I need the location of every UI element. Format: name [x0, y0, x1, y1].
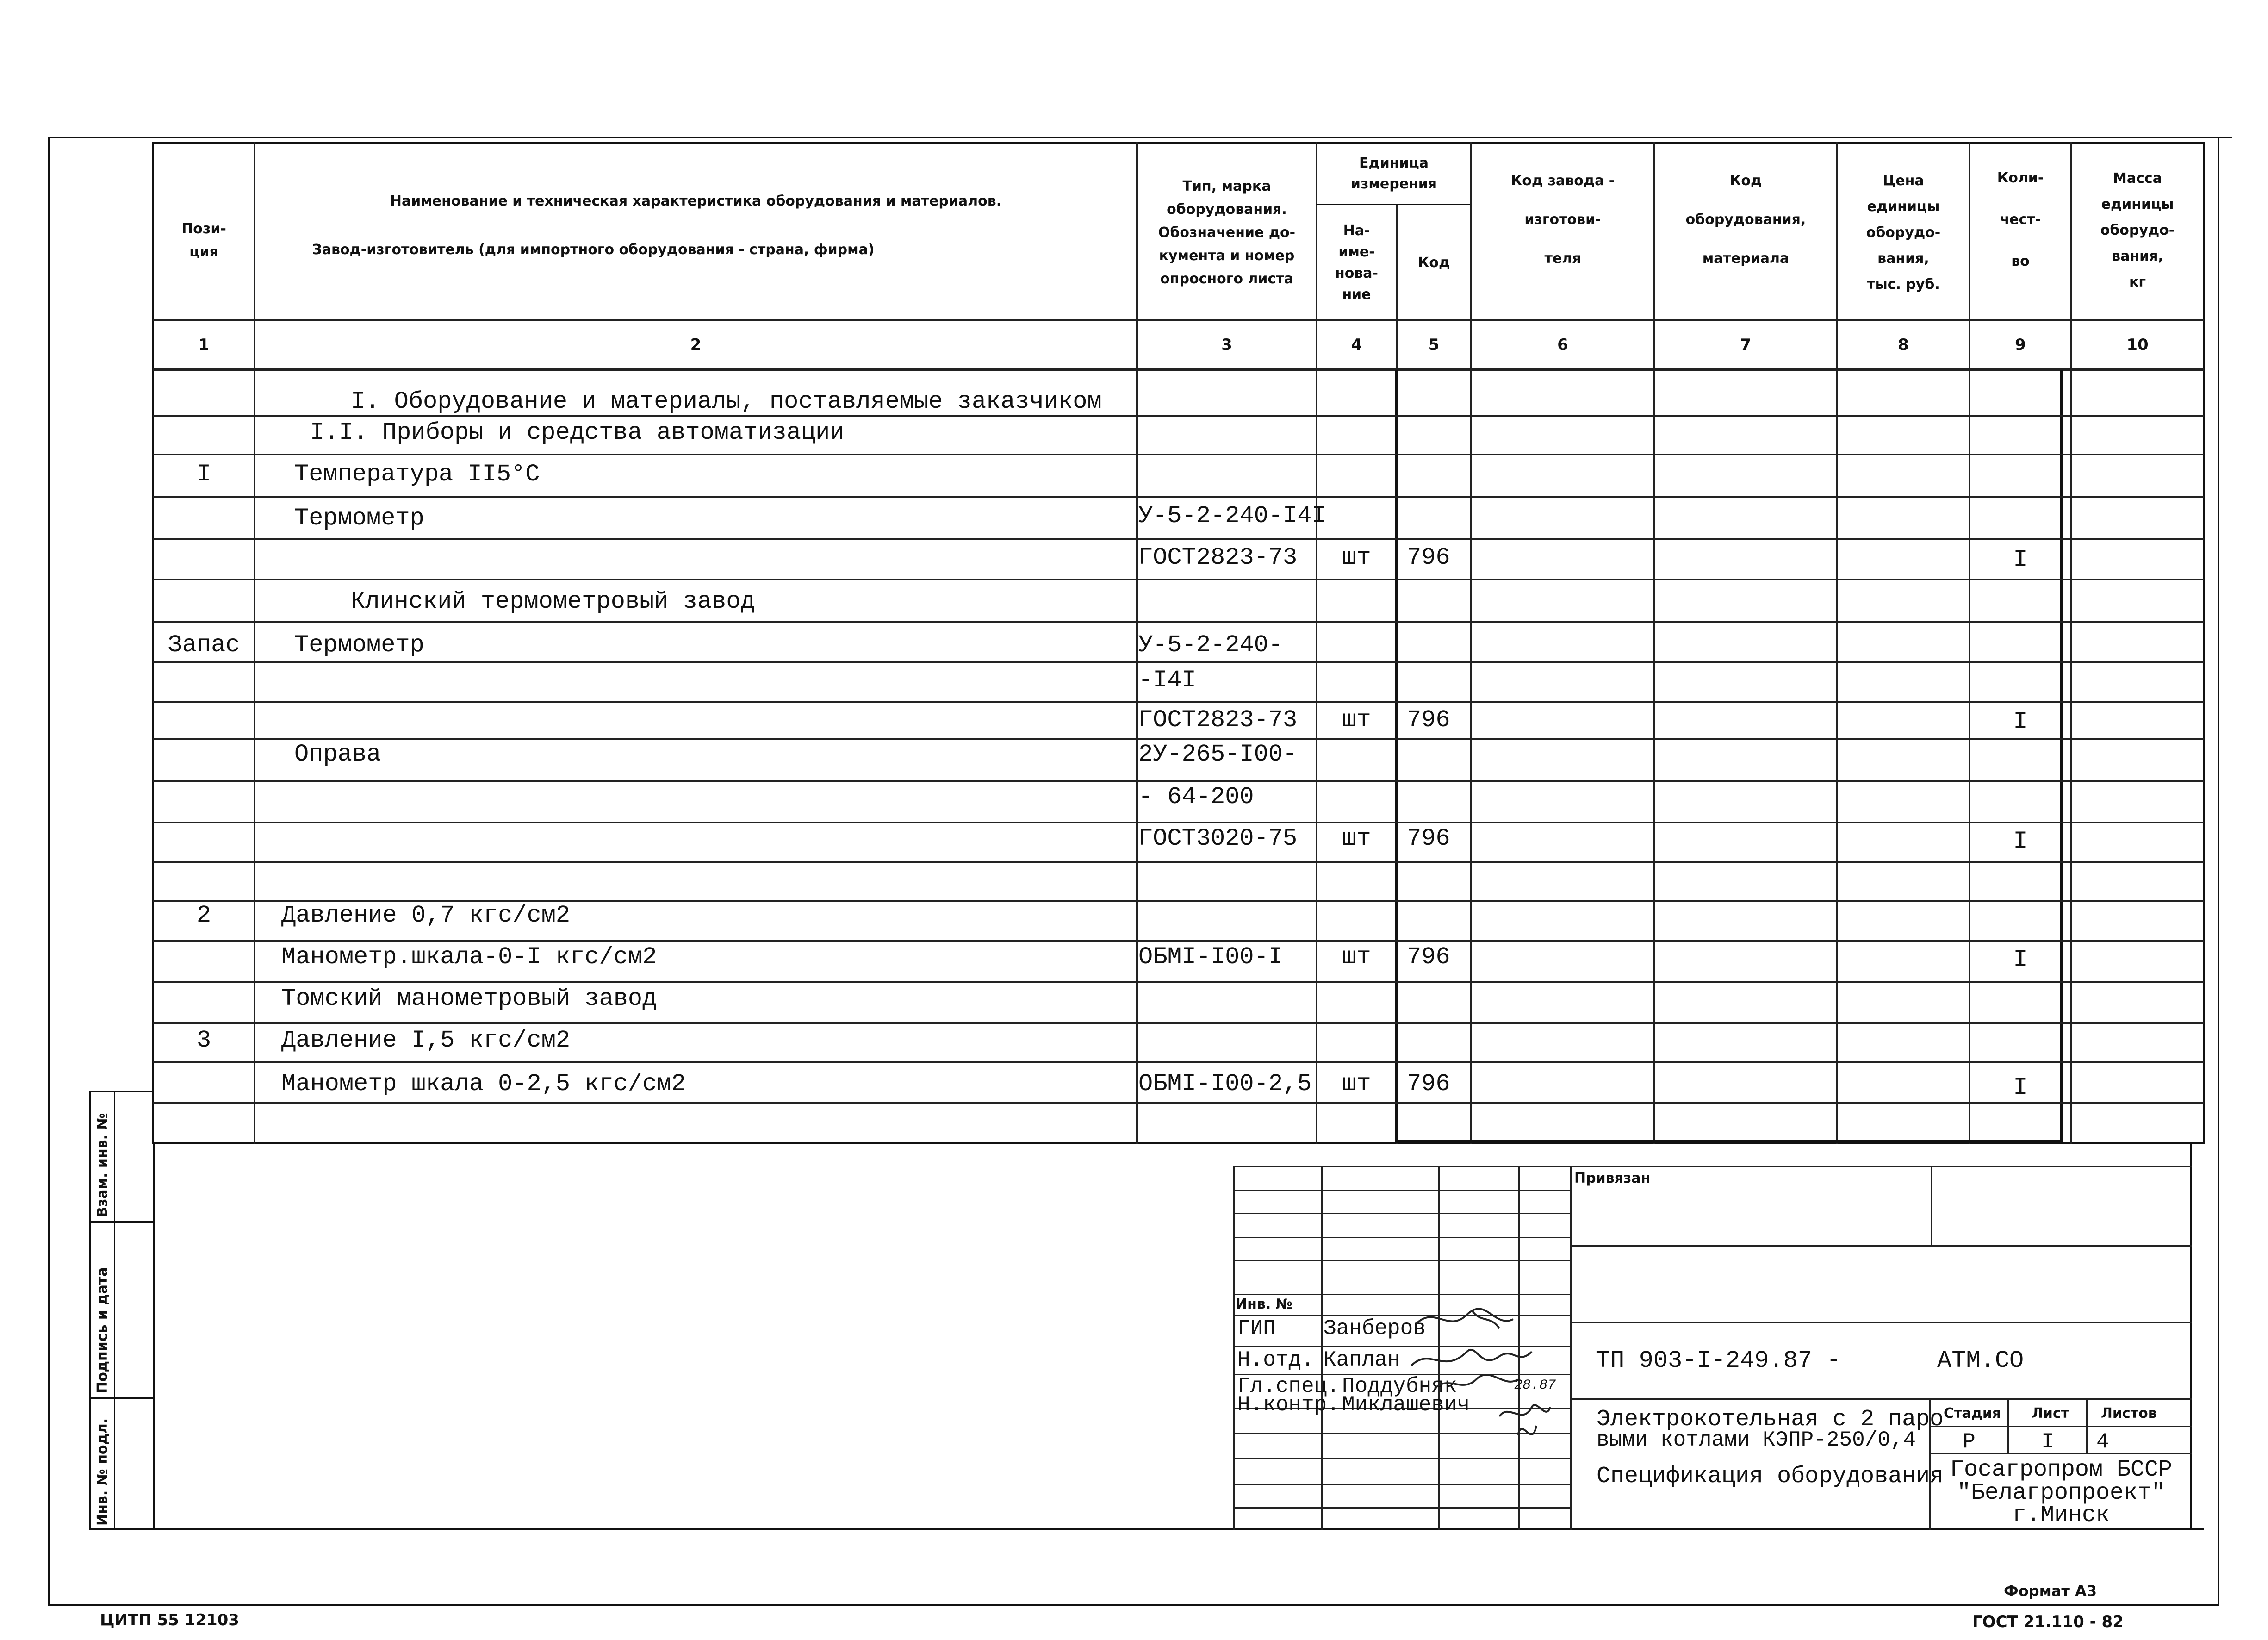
- row-quantity: I: [2013, 1074, 2028, 1101]
- role-n-kontr: Н.контр.: [1237, 1393, 1340, 1417]
- role-gip: ГИП: [1237, 1316, 1276, 1341]
- role-n-otd: Н.отд.: [1237, 1348, 1314, 1372]
- sheet-label: Лист: [2032, 1405, 2069, 1422]
- row-name: I.I. Приборы и средства автоматизации: [310, 419, 845, 446]
- side-label-podpis: Подпись и дата: [94, 1267, 111, 1393]
- side-label-inv-podl: Инв. № подл.: [94, 1418, 111, 1526]
- org-line-1: Госагропром БССР: [1950, 1457, 2173, 1483]
- col-number-5: 5: [1428, 336, 1440, 354]
- sheet-value: I: [2041, 1430, 2054, 1454]
- footer-format: Формат А3: [2004, 1582, 2097, 1600]
- col-number-4: 4: [1351, 336, 1362, 354]
- col-number-6: 6: [1557, 336, 1568, 354]
- row-unit-code: 796: [1407, 943, 1450, 971]
- row-type: -I4I: [1138, 667, 1196, 694]
- row-name: Манометр.шкала-0-I кгс/см2: [281, 943, 657, 971]
- header-unit: Единица измерения: [1350, 155, 1437, 192]
- document-code: ТП 903-I-249.87 -: [1596, 1347, 1841, 1374]
- row-name: Термометр: [294, 631, 424, 659]
- row-unit: шт: [1342, 825, 1371, 852]
- header-unit-name: На- име- нова- ние: [1335, 222, 1379, 303]
- org-line-3: г.Минск: [2012, 1502, 2110, 1528]
- col-number-9: 9: [2015, 336, 2026, 354]
- privyazan-label: Привязан: [1574, 1170, 1651, 1186]
- row-name: Давление I,5 кгс/см2: [281, 1027, 571, 1054]
- row-quantity: I: [2013, 946, 2028, 973]
- row-unit: шт: [1342, 1070, 1371, 1097]
- row-position: 3: [196, 1027, 211, 1054]
- document-suffix: АТМ.СО: [1937, 1347, 2024, 1374]
- row-quantity: I: [2013, 828, 2028, 855]
- row-name: Манометр шкала 0-2,5 кгс/см2: [281, 1070, 686, 1097]
- row-unit-code: 796: [1407, 706, 1450, 734]
- row-unit: шт: [1342, 943, 1371, 971]
- row-unit: шт: [1342, 706, 1371, 734]
- header-quantity: Коли- чест- во: [1997, 170, 2044, 269]
- role-gl-spec: Гл.спец.: [1237, 1374, 1340, 1398]
- row-type: У-5-2-240-: [1138, 631, 1283, 659]
- sheets-value: 4: [2096, 1430, 2109, 1454]
- row-type: 2У-265-I00-: [1138, 741, 1298, 768]
- col-number-1: 1: [198, 336, 210, 354]
- header-unit-code: Код: [1417, 254, 1450, 271]
- footer-left-code: ЦИТП 55 12103: [100, 1611, 239, 1629]
- row-type: У-5-2-240-I4I: [1138, 502, 1326, 530]
- header-unit-mass: Масса единицы оборудо- вания, кг: [2100, 170, 2175, 290]
- col-number-2: 2: [690, 336, 702, 354]
- inv-no-label: Инв. №: [1236, 1296, 1292, 1312]
- stage-value: Р: [1963, 1430, 1976, 1454]
- row-name: Термометр: [294, 505, 424, 532]
- header-unit-price: Цена единицы оборудо- вания, тыс. руб.: [1866, 172, 1941, 293]
- title-line-2: выми котлами КЭПР-250/0,4: [1597, 1428, 1916, 1452]
- row-name: Температура II5°С: [294, 461, 540, 488]
- name-n-otd: Каплан: [1324, 1348, 1400, 1372]
- title-line-3: Спецификация оборудования: [1597, 1463, 1944, 1490]
- name-gl-spec: Поддубняк: [1342, 1374, 1457, 1398]
- side-label-vzam: Взам. инв. №: [94, 1113, 111, 1217]
- row-position: I: [196, 461, 211, 488]
- row-type: ГОСТ2823-73: [1138, 544, 1298, 571]
- header-factory-code: Код завода - изготови- теля: [1510, 173, 1615, 267]
- signatures-image: [1407, 1296, 1573, 1453]
- name-n-kontr: Миклашевич: [1342, 1393, 1470, 1417]
- header-name-line1: Наименование и техническая характеристика оборудования и материалов.: [390, 193, 1002, 209]
- row-name: Давление 0,7 кгс/см2: [281, 902, 571, 929]
- header-position: Пози- ция: [181, 221, 226, 260]
- col-number-3: 3: [1221, 336, 1232, 354]
- name-gip: Занберов: [1324, 1316, 1426, 1341]
- footer-gost: ГОСТ 21.110 - 82: [1972, 1613, 2124, 1631]
- col-number-8: 8: [1898, 336, 1909, 354]
- header-name-line2: Завод-изготовитель (для импортного оборудования - страна, фирма): [312, 242, 875, 258]
- row-type: ГОСТ3020-75: [1138, 825, 1298, 852]
- col-number-7: 7: [1740, 336, 1752, 354]
- row-name: Оправа: [294, 741, 381, 768]
- row-name: I. Оборудование и материалы, поставляемые заказчиком: [351, 388, 1102, 415]
- col-number-10: 10: [2126, 336, 2149, 354]
- row-unit: шт: [1342, 544, 1371, 571]
- row-unit-code: 796: [1407, 1070, 1450, 1097]
- title-line-1: Электрокотельная с 2 паро: [1597, 1406, 1944, 1433]
- header-equipment-code: Код оборудования, материала: [1685, 173, 1806, 267]
- date-note: 28.87: [1514, 1378, 1556, 1393]
- row-type: - 64-200: [1138, 783, 1254, 811]
- org-line-2: "Белагропроект": [1957, 1480, 2166, 1506]
- row-type: ОБМI-I00-I: [1138, 943, 1283, 971]
- row-name: Томский манометровый завод: [281, 985, 657, 1012]
- row-type: ГОСТ2823-73: [1138, 706, 1298, 734]
- row-unit-code: 796: [1407, 544, 1450, 571]
- row-position: 2: [196, 902, 211, 929]
- row-unit-code: 796: [1407, 825, 1450, 852]
- sheets-label: Листов: [2101, 1405, 2157, 1422]
- row-quantity: I: [2013, 708, 2028, 736]
- row-position: Запас: [168, 631, 240, 659]
- header-type: Тип, марка оборудования. Обозначение до- кумента и номер опросного листа: [1158, 178, 1296, 287]
- row-quantity: I: [2013, 546, 2028, 574]
- stage-label: Стадия: [1944, 1405, 2001, 1422]
- row-name: Клинский термометровый завод: [351, 588, 755, 615]
- row-type: ОБМI-I00-2,5: [1138, 1070, 1312, 1097]
